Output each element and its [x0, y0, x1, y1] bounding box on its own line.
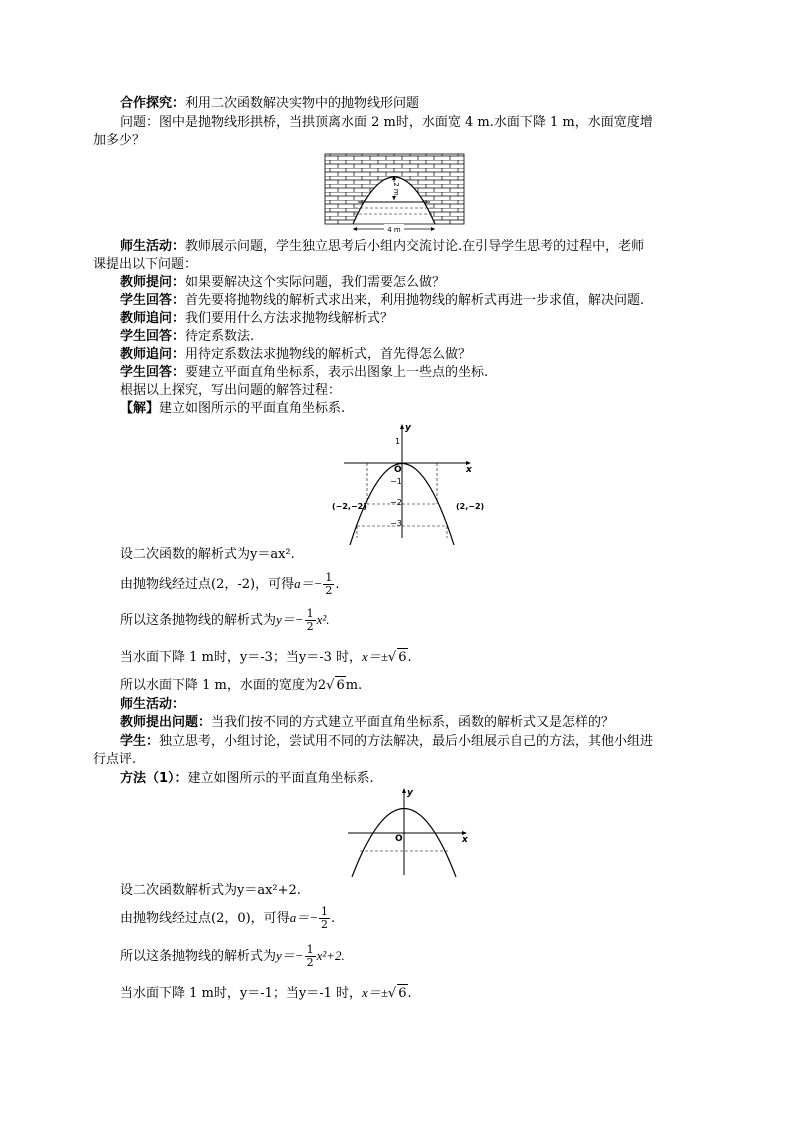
y-axis-label: y	[407, 788, 413, 798]
heading-label: 合作探究：	[120, 96, 186, 111]
question-line-2: 加多少？	[93, 133, 146, 148]
solution-label: 【解】	[120, 401, 160, 416]
point-label-right: (2,−2)	[456, 502, 485, 511]
teacher-question: 教师提出问题：当我们按不同的方式建立平面直角坐标系，函数的解析式又是怎样的？	[120, 715, 615, 730]
coordinate-graph-1	[330, 420, 490, 545]
method-1-label: 方法（1）：	[120, 771, 188, 786]
fraction: $\frac{1}{2}$	[306, 607, 314, 633]
heading-text: 利用二次函数解决实物中的抛物线形问题	[185, 96, 420, 111]
summary-line: 根据以上探究，写出问题的解答过程：	[120, 383, 342, 398]
activity-1-line-2: 课提出以下问题：	[93, 257, 198, 272]
coordinate-graph-2	[344, 785, 474, 877]
tick-label: −1	[390, 477, 402, 486]
dialogue-item: 学生回答：要建立平面直角坐标系，表示出图象上一些点的坐标.	[120, 365, 489, 380]
step-text: 所以水面下降 1 m，水面的宽度为2√ 6m.	[120, 678, 363, 693]
step-text: 设二次函数解析式为y＝ax²+2.	[120, 883, 301, 898]
step-text: 当水面下降 1 m时，y＝-1；当y＝-1 时，x＝±√ 6.	[120, 985, 412, 1001]
point-label-left: (−2,−2)	[332, 502, 367, 511]
activity-1-label: 师生活动：	[120, 239, 186, 254]
step-text: 当水面下降 1 m时，y＝-3；当y＝-3 时，x＝±√ 6.	[120, 649, 412, 665]
tick-label: −3	[390, 519, 402, 528]
fraction: $\frac{1}{2}$	[306, 943, 314, 969]
step-text: 由抛物线经过点(2，-2)，可得a＝− $\frac{1}{2}$ .	[120, 571, 340, 597]
student-response-line-2: 行点评.	[93, 752, 137, 767]
step-text: 所以这条抛物线的解析式为y＝− $\frac{1}{2}$ x².	[120, 607, 330, 633]
dialogue-item: 教师提问：如果要解决这个实际问题，我们需要怎么做？	[120, 275, 446, 290]
origin-label: O	[395, 834, 403, 844]
solution-line: 【解】建立如图所示的平面直角坐标系.	[120, 401, 346, 416]
origin-label: O	[394, 465, 402, 475]
fraction: $\frac{1}{2}$	[325, 571, 333, 597]
section-heading	[120, 95, 419, 113]
step-text: 所以这条抛物线的解析式为y＝− $\frac{1}{2}$ x²+2.	[120, 943, 345, 969]
activity-1: 师生活动：教师展示问题，学生独立思考后小组内交流讨论.在引导学生思考的过程中，老师	[120, 239, 645, 254]
method-1: 方法（1）：建立如图所示的平面直角坐标系.	[120, 771, 374, 786]
activity-2-label: 师生活动：	[120, 697, 186, 712]
student-response: 学生：独立思考，小组讨论，尝试用不同的方法解决，最后小组展示自己的方法，其他小组进	[120, 734, 654, 749]
x-axis-label: x	[462, 835, 468, 845]
dialogue-item: 学生回答：首先要将抛物线的解析式求出来，利用抛物线的解析式再进一步求值，解决问题.	[120, 293, 645, 308]
width-label: 4 m	[387, 226, 401, 234]
x-axis-label: x	[466, 465, 472, 475]
dialogue-item: 教师追问：用待定系数法求抛物线的解析式，首先得怎么做？	[120, 347, 472, 362]
height-label: 2 m	[392, 182, 400, 196]
question-line-1: 问题：图中是抛物线形拱桥，当拱顶离水面 2 m时，水面宽 4 m.水面下降 1 m，水面宽度增	[120, 115, 653, 130]
tick-label: 1	[395, 437, 401, 446]
bridge-figure	[322, 152, 467, 234]
step-text: 设二次函数的解析式为y＝ax².	[120, 547, 295, 562]
y-axis-label: y	[405, 423, 411, 433]
tick-label: −2	[390, 498, 402, 507]
fraction: $\frac{1}{2}$	[320, 905, 328, 931]
dialogue-item: 学生回答：待定系数法.	[120, 329, 255, 344]
step-text: 由抛物线经过点(2，0)，可得a＝− $\frac{1}{2}$ .	[120, 905, 336, 931]
dialogue-item: 教师追问：我们要用什么方法求抛物线解析式？	[120, 311, 394, 326]
